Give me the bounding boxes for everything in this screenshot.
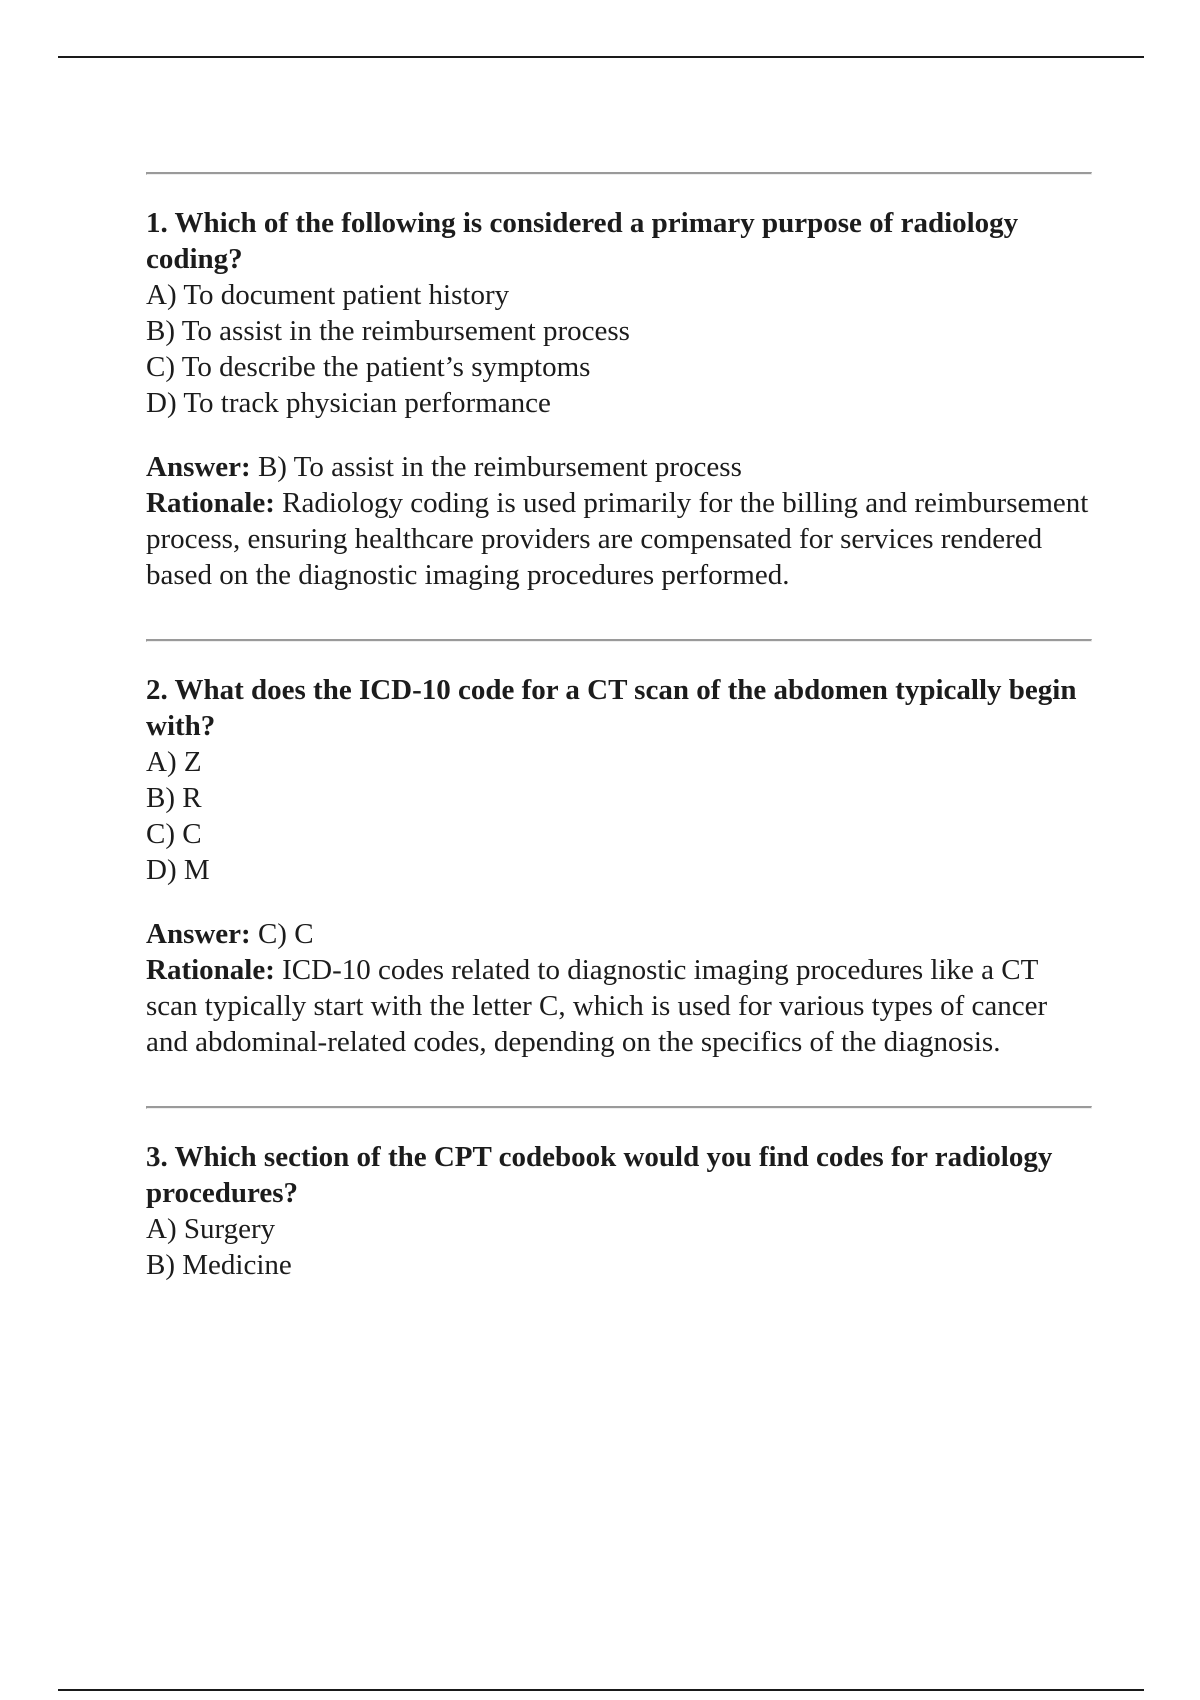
answer-line [146, 449, 1092, 485]
option-d: D) To track physician performance [146, 387, 551, 419]
option-a: A) Z [146, 746, 202, 778]
option-b: B) To assist in the reimbursement process [146, 315, 630, 347]
answer-value: B) To assist in the reimbursement process [257, 451, 742, 483]
question-text: 3. Which section of the CPT codebook would you find codes for radiology procedures? [146, 1141, 1053, 1209]
option-b: B) R [146, 782, 202, 814]
question-text: 2. What does the ICD-10 code for a CT scan of the abdomen typically begin with? [146, 674, 1077, 742]
option-c: C) To describe the patient’s symptoms [146, 351, 591, 383]
option-d: D) M [146, 854, 210, 886]
answer-label: Answer: [146, 918, 251, 950]
page-top-rule [58, 56, 1144, 58]
answer-area [146, 916, 1092, 1060]
page-bottom-rule [58, 1689, 1144, 1691]
answer-area [146, 449, 1092, 593]
option-a: A) To document patient history [146, 279, 510, 311]
rationale-line [146, 485, 1092, 593]
option-c: C) C [146, 818, 202, 850]
options-list [146, 744, 1092, 888]
option-b: B) Medicine [146, 1249, 292, 1281]
question-1 [146, 175, 1092, 639]
question-2 [146, 642, 1092, 1106]
document-content [146, 172, 1092, 1329]
answer-value: C) C [257, 918, 314, 950]
answer-line [146, 916, 1092, 952]
question-3 [146, 1109, 1092, 1329]
options-list [146, 277, 1092, 421]
rationale-text: Radiology coding is used primarily for the billing and reimbursement process, ensuring healthcare providers are compensated for services rendered based on the diagnostic imaging procedures performed. [146, 487, 1089, 591]
rationale-label: Rationale: [146, 487, 275, 519]
rationale-label: Rationale: [146, 954, 275, 986]
rationale-line [146, 952, 1092, 1060]
question-text: 1. Which of the following is considered a primary purpose of radiology coding? [146, 207, 1019, 275]
options-list [146, 1211, 1092, 1283]
option-a: A) Surgery [146, 1213, 276, 1245]
rationale-text: ICD-10 codes related to diagnostic imaging procedures like a CT scan typically start with the letter C, which is used for various types of cancer and abdominal-related codes, depending on the specifics of the diagnosis. [146, 954, 1048, 1058]
answer-label: Answer: [146, 451, 251, 483]
